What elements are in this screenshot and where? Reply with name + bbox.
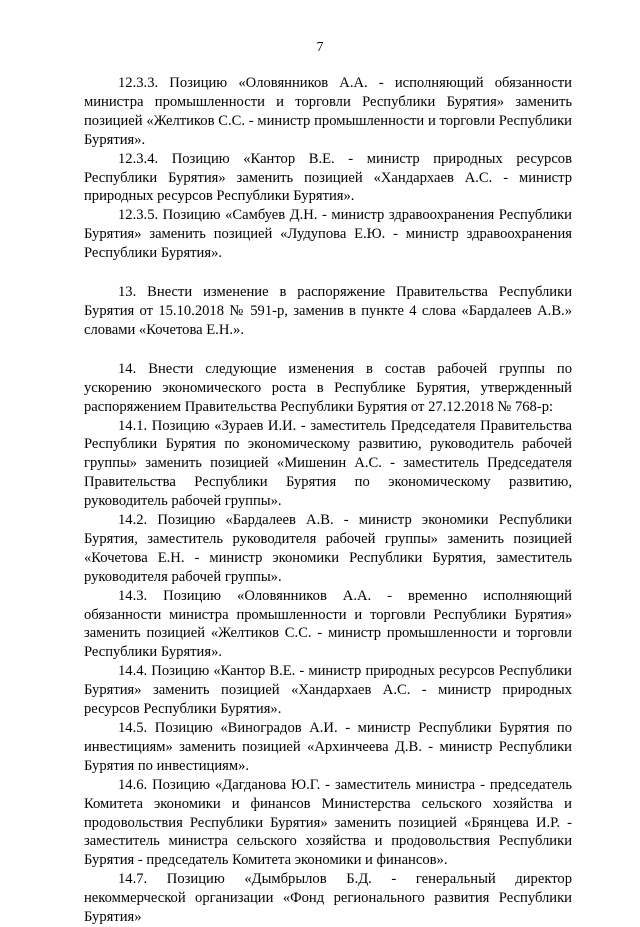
paragraph-12-3-4: 12.3.4. Позицию «Кантор В.Е. - министр природных ресурсов Республики Бурятия» заменить позицией «Хандархаев А.С. - министр природных ресурсов Республики Бурятия». (84, 150, 572, 205)
paragraph-14-4: 14.4. Позицию «Кантор В.Е. - министр природных ресурсов Республики Бурятия» заменить позицией «Хандархаев А.С. - министр природных ресурсов Республики Бурятия». (84, 663, 572, 718)
paragraph-12-3-5: 12.3.5. Позицию «Самбуев Д.Н. - министр здравоохранения Республики Бурятия» заменить позицией «Лудупова Е.Ю. - министр здравоохранения Республики Бурятия». (84, 207, 572, 262)
paragraph-14-5: 14.5. Позицию «Виноградов А.И. - министр Республики Бурятия по инвестициям» заменить позицией «Архинчеева Д.В. - министр Республики Бурятия по инвестициям». (84, 720, 572, 774)
paragraph-14-2: 14.2. Позицию «Бардалеев А.В. - министр экономики Республики Бурятия, заместитель руководителя рабочей группы» заменить позицией «Кочетова Е.Н. - министр экономики Республики Бурятия, заместитель руководителя рабочей группы». (84, 512, 572, 585)
page-number: 7 (316, 39, 324, 54)
paragraph-14-7: 14.7. Позицию «Дымбрылов Б.Д. - генеральный директор некоммерческой организации «Фонд регионального развития Республики Бурятия» (84, 871, 572, 926)
paragraph-14-1: 14.1. Позицию «Зураев И.И. - заместитель Председателя Правительства Республики Бурятия по экономическому развитию, руководитель рабочей группы» заменить позицией «Мишенин А.С. - заместитель Председателя Правительства Республики Бурятия по экономическому развитию, руководитель рабочей группы». (84, 417, 572, 510)
paragraph-14: 14. Внести следующие изменения в состав рабочей группы по ускорению экономического роста в Республике Бурятия, утвержденный распоряжением Правительства Республики Бурятия от 27.12.2018 № 768-р: (84, 360, 572, 415)
document-body (84, 74, 572, 927)
paragraph-12-3-3: 12.3.3. Позицию «Оловянников А.А. - исполняющий обязанности министра промышленности и торговли Республики Бурятия» заменить позицией «Желтиков С.С. - министр промышленности и торговли Республики Бурятия». (84, 75, 572, 148)
paragraph-14-6: 14.6. Позицию «Дагданова Ю.Г. - заместитель министра - председатель Комитета экономики и финансов Министерства сельского хозяйства и продовольствия Республики Бурятия» заменить позицией «Брянцева И.Р. - заместитель министра сельского хозяйства и продовольствия Республики Бурятия - председатель Комитета экономики и финансов». (84, 776, 572, 869)
paragraph-14-3: 14.3. Позицию «Оловянников А.А. - временно исполняющий обязанности министра промышленности и торговли Республики Бурятия» заменить позицией «Желтиков С.С. - министр промышленности и торговли Республики Бурятия». (84, 587, 572, 661)
paragraph-13: 13. Внести изменение в распоряжение Правительства Республики Бурятия от 15.10.2018 № 591-р, заменив в пункте 4 слова «Бардалеев А.В.» словами «Кочетова Е.Н.». (84, 284, 572, 338)
